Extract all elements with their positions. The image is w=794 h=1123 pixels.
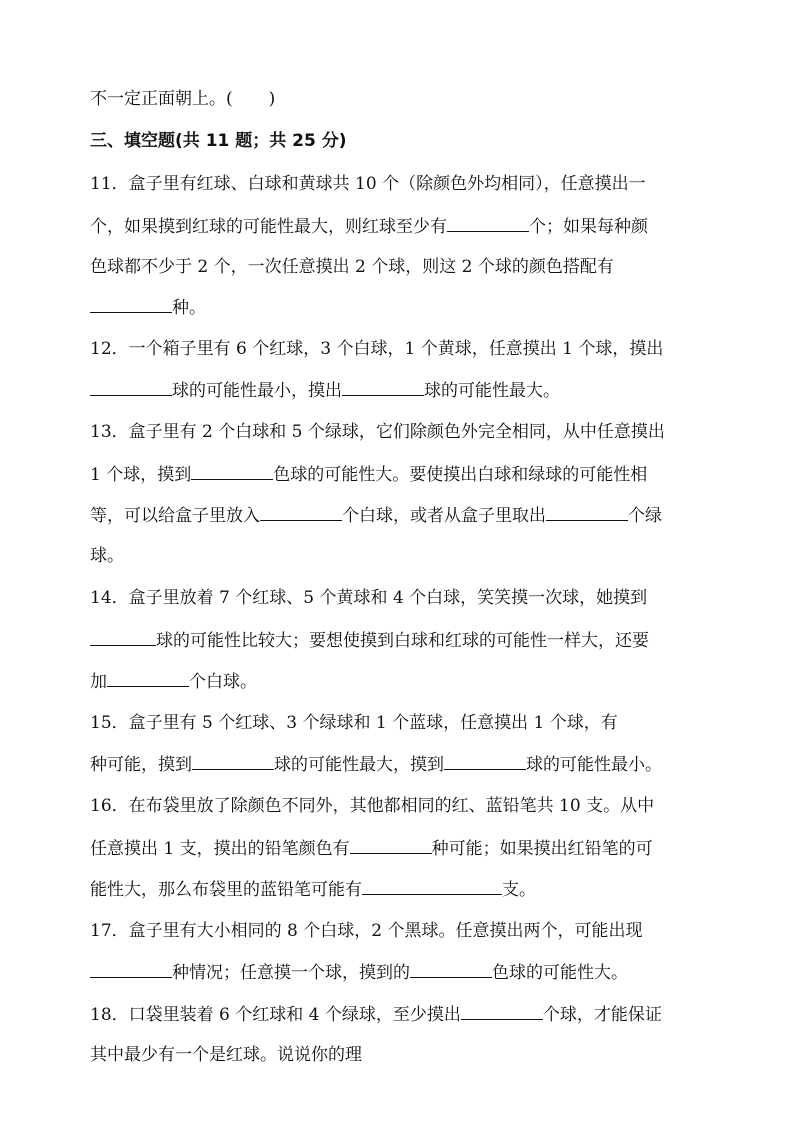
answer-blank[interactable] <box>90 961 172 978</box>
question-17-line-2: 种情况；任意摸一个球，摸到的 色球的可能性大。 <box>90 961 628 984</box>
question-15-line-1: 15．盒子里有 5 个红球、3 个绿球和 1 个蓝球，任意摸出 1 个球，有 <box>90 713 618 733</box>
answer-blank[interactable] <box>191 463 273 480</box>
answer-blank[interactable] <box>107 670 189 687</box>
question-13-line-4: 球。 <box>90 546 124 566</box>
question-11-line-2: 个，如果摸到红球的可能性最大，则红球至少有 个；如果每种颜 <box>90 217 648 237</box>
answer-blank[interactable] <box>546 504 628 521</box>
section-heading: 三、填空题(共 11 题；共 25 分) <box>90 131 347 151</box>
answer-blank[interactable] <box>90 629 156 646</box>
answer-blank[interactable] <box>444 753 526 770</box>
answer-blank[interactable] <box>90 296 172 313</box>
answer-blank[interactable] <box>410 961 492 978</box>
answer-blank[interactable] <box>192 753 274 770</box>
question-15-line-2: 种可能，摸到 球的可能性最大，摸到 球的可能性最小。 <box>90 755 662 775</box>
question-13-line-1: 13．盒子里有 2 个白球和 5 个绿球，它们除颜色外完全相同，从中任意摸出 <box>90 422 665 442</box>
answer-blank[interactable] <box>342 379 424 396</box>
answer-blank[interactable] <box>260 504 342 521</box>
question-11-line-1: 11．盒子里有红球、白球和黄球共 10 个（除颜色外均相同），任意摸出一 <box>90 174 646 194</box>
answer-blank[interactable] <box>362 878 502 895</box>
question-16-line-1: 16．在布袋里放了除颜色不同外，其他都相同的红、蓝铅笔共 10 支。从中 <box>90 796 655 816</box>
question-18-line-1: 18．口袋里装着 6 个红球和 4 个绿球，至少摸出 个球，才能保证 <box>90 1005 662 1025</box>
question-13-line-3: 等，可以给盒子里放入 个白球，或者从盒子里取出 个绿 <box>90 506 662 526</box>
question-18-line-2: 其中最少有一个是红球。说说你的理 <box>90 1045 362 1065</box>
question-17-line-1: 17．盒子里有大小相同的 8 个白球，2 个黑球。任意摸出两个，可能出现 <box>90 921 643 941</box>
line-previous-question-tail: 不一定正面朝上。( ) <box>90 89 276 109</box>
answer-blank[interactable] <box>90 379 172 396</box>
question-14-line-1: 14．盒子里放着 7 个红球、5 个黄球和 4 个白球，笑笑摸一次球，她摸到 <box>90 588 648 608</box>
question-13-line-2: 1 个球，摸到 色球的可能性大。要使摸出白球和绿球的可能性相 <box>90 465 648 485</box>
question-14-line-3: 加 个白球。 <box>90 672 257 692</box>
question-16-line-3: 能性大，那么布袋里的蓝铅笔可能有 支。 <box>90 880 536 900</box>
question-12-line-1: 12．一个箱子里有 6 个红球，3 个白球，1 个黄球，任意摸出 1 个球，摸出 <box>90 339 664 359</box>
answer-blank[interactable] <box>350 837 432 854</box>
answer-blank[interactable] <box>447 215 529 232</box>
question-16-line-2: 任意摸出 1 支，摸出的铅笔颜色有 种可能；如果摸出红铅笔的可 <box>90 839 653 859</box>
question-11-line-4: 种。 <box>90 296 206 319</box>
question-11-line-3: 色球都不少于 2 个，一次任意摸出 2 个球，则这 2 个球的颜色搭配有 <box>90 257 614 277</box>
answer-blank[interactable] <box>461 1003 543 1020</box>
question-12-line-2: 球的可能性最小，摸出 球的可能性最大。 <box>90 379 560 402</box>
question-14-line-2: 球的可能性比较大；要想使摸到白球和红球的可能性一样大，还要 <box>90 629 649 652</box>
